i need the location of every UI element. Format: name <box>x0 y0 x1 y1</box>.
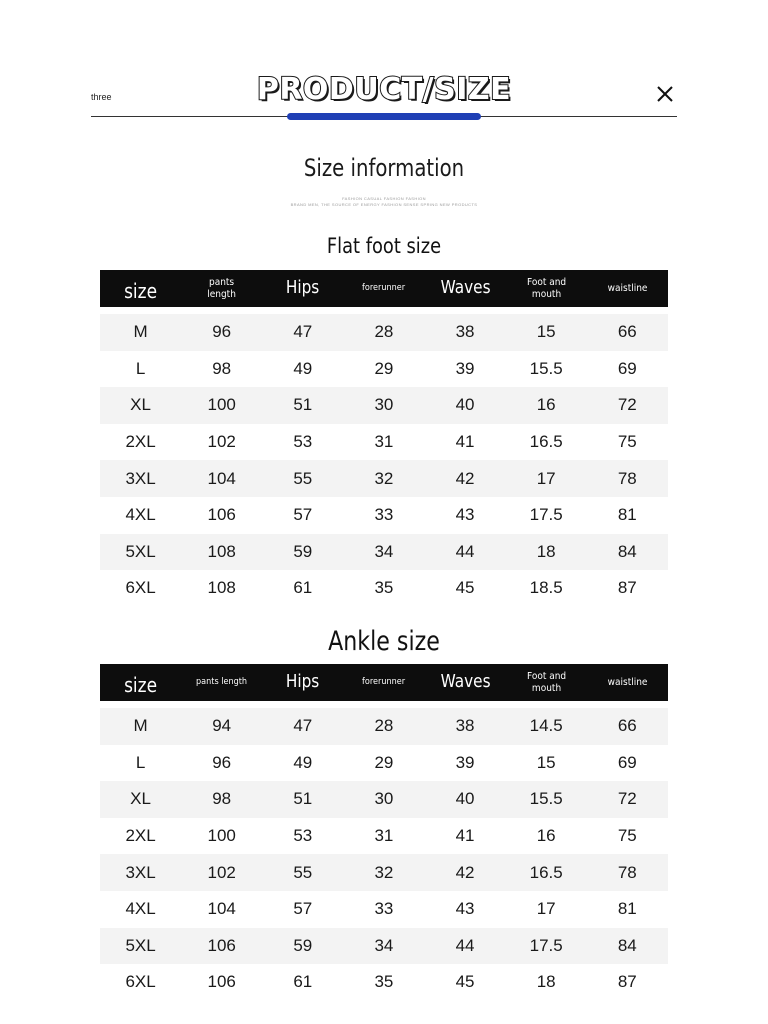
size-cell: L <box>135 752 146 772</box>
size-cell: 4XL <box>125 899 156 919</box>
measurement-cell: 17 <box>536 468 556 488</box>
measurement-cell: 96 <box>212 322 232 342</box>
measurement-cell: 31 <box>374 826 394 846</box>
measurement-cell: 16.5 <box>529 862 563 882</box>
column-header-label: pants length <box>207 277 237 300</box>
measurement-cell: 53 <box>293 826 313 846</box>
measurement-cell: 69 <box>617 752 637 772</box>
measurement-cell: 30 <box>374 395 394 415</box>
column-header-label: forerunner <box>362 283 406 294</box>
measurement-cell: 75 <box>617 432 637 452</box>
measurement-cell: 51 <box>293 789 313 809</box>
measurement-cell: 98 <box>212 358 232 378</box>
measurement-cell: 38 <box>455 716 475 736</box>
size-cell: 2XL <box>125 826 156 846</box>
fine-print-line-1: FASHION CASUAL FASHION FASHION <box>342 196 426 201</box>
table-row <box>100 891 668 928</box>
size-cell: 2XL <box>125 432 156 452</box>
column-header <box>347 664 420 701</box>
size-cell: M <box>133 716 148 736</box>
measurement-cell: 42 <box>455 468 475 488</box>
measurement-cell: 15.5 <box>529 358 563 378</box>
table-row <box>100 928 668 965</box>
table-row <box>100 534 668 571</box>
measurement-cell: 41 <box>455 826 475 846</box>
measurement-cell: 75 <box>617 826 637 846</box>
header <box>91 60 677 122</box>
flat-foot-size-title: Flat foot size <box>326 234 442 258</box>
measurement-cell: 29 <box>374 752 394 772</box>
measurement-cell: 34 <box>374 935 394 955</box>
measurement-cell: 41 <box>455 432 475 452</box>
column-header-label: Waves <box>440 277 491 299</box>
measurement-cell: 15 <box>536 752 556 772</box>
measurement-cell: 49 <box>293 358 313 378</box>
column-header <box>431 270 500 307</box>
column-header <box>591 664 664 701</box>
column-header-label: Foot and mouth <box>526 277 566 300</box>
measurement-cell: 108 <box>207 541 236 561</box>
flat-foot-size-table <box>100 270 668 607</box>
measurement-cell: 100 <box>207 826 236 846</box>
table-row <box>100 351 668 388</box>
column-header-label: waistline <box>607 676 648 688</box>
ankle-size-title: Ankle size <box>328 626 440 657</box>
table-row <box>100 387 668 424</box>
close-icon[interactable] <box>653 82 677 106</box>
column-header <box>431 664 500 701</box>
table-row <box>100 314 668 351</box>
measurement-cell: 17.5 <box>529 505 563 525</box>
column-header <box>185 664 258 701</box>
column-header-label: size <box>124 279 158 303</box>
column-header <box>268 270 337 307</box>
column-header <box>591 270 664 307</box>
measurement-cell: 43 <box>455 899 475 919</box>
measurement-cell: 106 <box>207 935 236 955</box>
measurement-cell: 106 <box>207 972 236 992</box>
fine-print-line-2: BRAND MEN, THE SOURCE OF ENERGY FASHION SENSE SPRING NEW PRODUCTS <box>290 202 478 207</box>
measurement-cell: 61 <box>293 972 313 992</box>
measurement-cell: 84 <box>617 935 637 955</box>
measurement-cell: 66 <box>617 716 637 736</box>
header-label: three <box>91 92 112 102</box>
size-cell: 5XL <box>125 935 156 955</box>
measurement-cell: 78 <box>617 862 637 882</box>
measurement-cell: 53 <box>293 432 313 452</box>
table-row <box>100 460 668 497</box>
column-header-label: Hips <box>286 671 320 693</box>
measurement-cell: 34 <box>374 541 394 561</box>
measurement-cell: 47 <box>293 322 313 342</box>
column-header-label: pants length <box>196 677 248 688</box>
size-cell: 6XL <box>125 578 156 598</box>
size-cell: 5XL <box>125 541 156 561</box>
measurement-cell: 33 <box>374 505 394 525</box>
measurement-cell: 104 <box>207 468 236 488</box>
measurement-cell: 16.5 <box>529 432 563 452</box>
table-row <box>100 854 668 891</box>
measurement-cell: 28 <box>374 716 394 736</box>
size-cell: M <box>133 322 148 342</box>
table-body <box>100 314 668 607</box>
column-header <box>510 270 583 307</box>
size-cell: XL <box>130 789 151 809</box>
measurement-cell: 44 <box>455 541 475 561</box>
measurement-cell: 35 <box>374 972 394 992</box>
measurement-cell: 30 <box>374 789 394 809</box>
size-cell: XL <box>130 395 151 415</box>
measurement-cell: 81 <box>617 899 637 919</box>
measurement-cell: 102 <box>207 432 236 452</box>
measurement-cell: 69 <box>617 358 637 378</box>
table-row <box>100 745 668 782</box>
table-row <box>100 497 668 534</box>
column-header <box>106 270 175 307</box>
measurement-cell: 72 <box>617 789 637 809</box>
column-header-label: Waves <box>440 671 491 693</box>
measurement-cell: 59 <box>293 541 313 561</box>
measurement-cell: 81 <box>617 505 637 525</box>
column-header <box>510 664 583 701</box>
measurement-cell: 51 <box>293 395 313 415</box>
column-header <box>347 270 420 307</box>
measurement-cell: 31 <box>374 432 394 452</box>
measurement-cell: 45 <box>455 578 475 598</box>
measurement-cell: 38 <box>455 322 475 342</box>
table-row <box>100 708 668 745</box>
measurement-cell: 32 <box>374 862 394 882</box>
measurement-cell: 66 <box>617 322 637 342</box>
measurement-cell: 87 <box>617 972 637 992</box>
table-row <box>100 781 668 818</box>
measurement-cell: 55 <box>293 862 313 882</box>
measurement-cell: 59 <box>293 935 313 955</box>
measurement-cell: 49 <box>293 752 313 772</box>
measurement-cell: 96 <box>212 752 232 772</box>
column-header-label: Hips <box>286 277 320 299</box>
table-row <box>100 818 668 855</box>
measurement-cell: 14.5 <box>529 716 563 736</box>
measurement-cell: 40 <box>455 395 475 415</box>
measurement-cell: 35 <box>374 578 394 598</box>
measurement-cell: 106 <box>207 505 236 525</box>
table-body <box>100 708 668 1001</box>
measurement-cell: 29 <box>374 358 394 378</box>
measurement-cell: 18 <box>536 541 556 561</box>
table-row <box>100 964 668 1001</box>
measurement-cell: 45 <box>455 972 475 992</box>
measurement-cell: 18.5 <box>529 578 563 598</box>
measurement-cell: 15 <box>536 322 556 342</box>
measurement-cell: 42 <box>455 862 475 882</box>
measurement-cell: 39 <box>455 752 475 772</box>
column-header <box>106 664 175 701</box>
measurement-cell: 17.5 <box>529 935 563 955</box>
measurement-cell: 18 <box>536 972 556 992</box>
measurement-cell: 100 <box>207 395 236 415</box>
measurement-cell: 72 <box>617 395 637 415</box>
measurement-cell: 32 <box>374 468 394 488</box>
table-header <box>100 664 668 701</box>
measurement-cell: 57 <box>293 899 313 919</box>
measurement-cell: 47 <box>293 716 313 736</box>
header-accent-bar <box>287 113 481 120</box>
table-row <box>100 570 668 607</box>
size-cell: 3XL <box>125 468 156 488</box>
size-cell: 3XL <box>125 862 156 882</box>
column-header <box>185 270 258 307</box>
size-cell: 6XL <box>125 972 156 992</box>
measurement-cell: 104 <box>207 899 236 919</box>
size-cell: 4XL <box>125 505 156 525</box>
measurement-cell: 61 <box>293 578 313 598</box>
measurement-cell: 87 <box>617 578 637 598</box>
measurement-cell: 94 <box>212 716 232 736</box>
size-cell: L <box>135 358 146 378</box>
measurement-cell: 102 <box>207 862 236 882</box>
page-title: PRODUCT/SIZE <box>256 72 512 107</box>
measurement-cell: 78 <box>617 468 637 488</box>
measurement-cell: 17 <box>536 899 556 919</box>
column-header-label: forerunner <box>362 677 406 688</box>
column-header-label: Foot and mouth <box>526 671 566 694</box>
measurement-cell: 16 <box>536 826 556 846</box>
column-header <box>268 664 337 701</box>
measurement-cell: 33 <box>374 899 394 919</box>
measurement-cell: 55 <box>293 468 313 488</box>
measurement-cell: 84 <box>617 541 637 561</box>
measurement-cell: 40 <box>455 789 475 809</box>
measurement-cell: 98 <box>212 789 232 809</box>
ankle-size-table <box>100 664 668 1001</box>
measurement-cell: 43 <box>455 505 475 525</box>
measurement-cell: 15.5 <box>529 789 563 809</box>
measurement-cell: 57 <box>293 505 313 525</box>
measurement-cell: 108 <box>207 578 236 598</box>
size-information-title: Size information <box>303 154 465 182</box>
column-header-label: waistline <box>607 282 648 294</box>
measurement-cell: 44 <box>455 935 475 955</box>
table-row <box>100 424 668 461</box>
measurement-cell: 28 <box>374 322 394 342</box>
table-header <box>100 270 668 307</box>
measurement-cell: 39 <box>455 358 475 378</box>
measurement-cell: 16 <box>536 395 556 415</box>
column-header-label: size <box>124 673 158 697</box>
